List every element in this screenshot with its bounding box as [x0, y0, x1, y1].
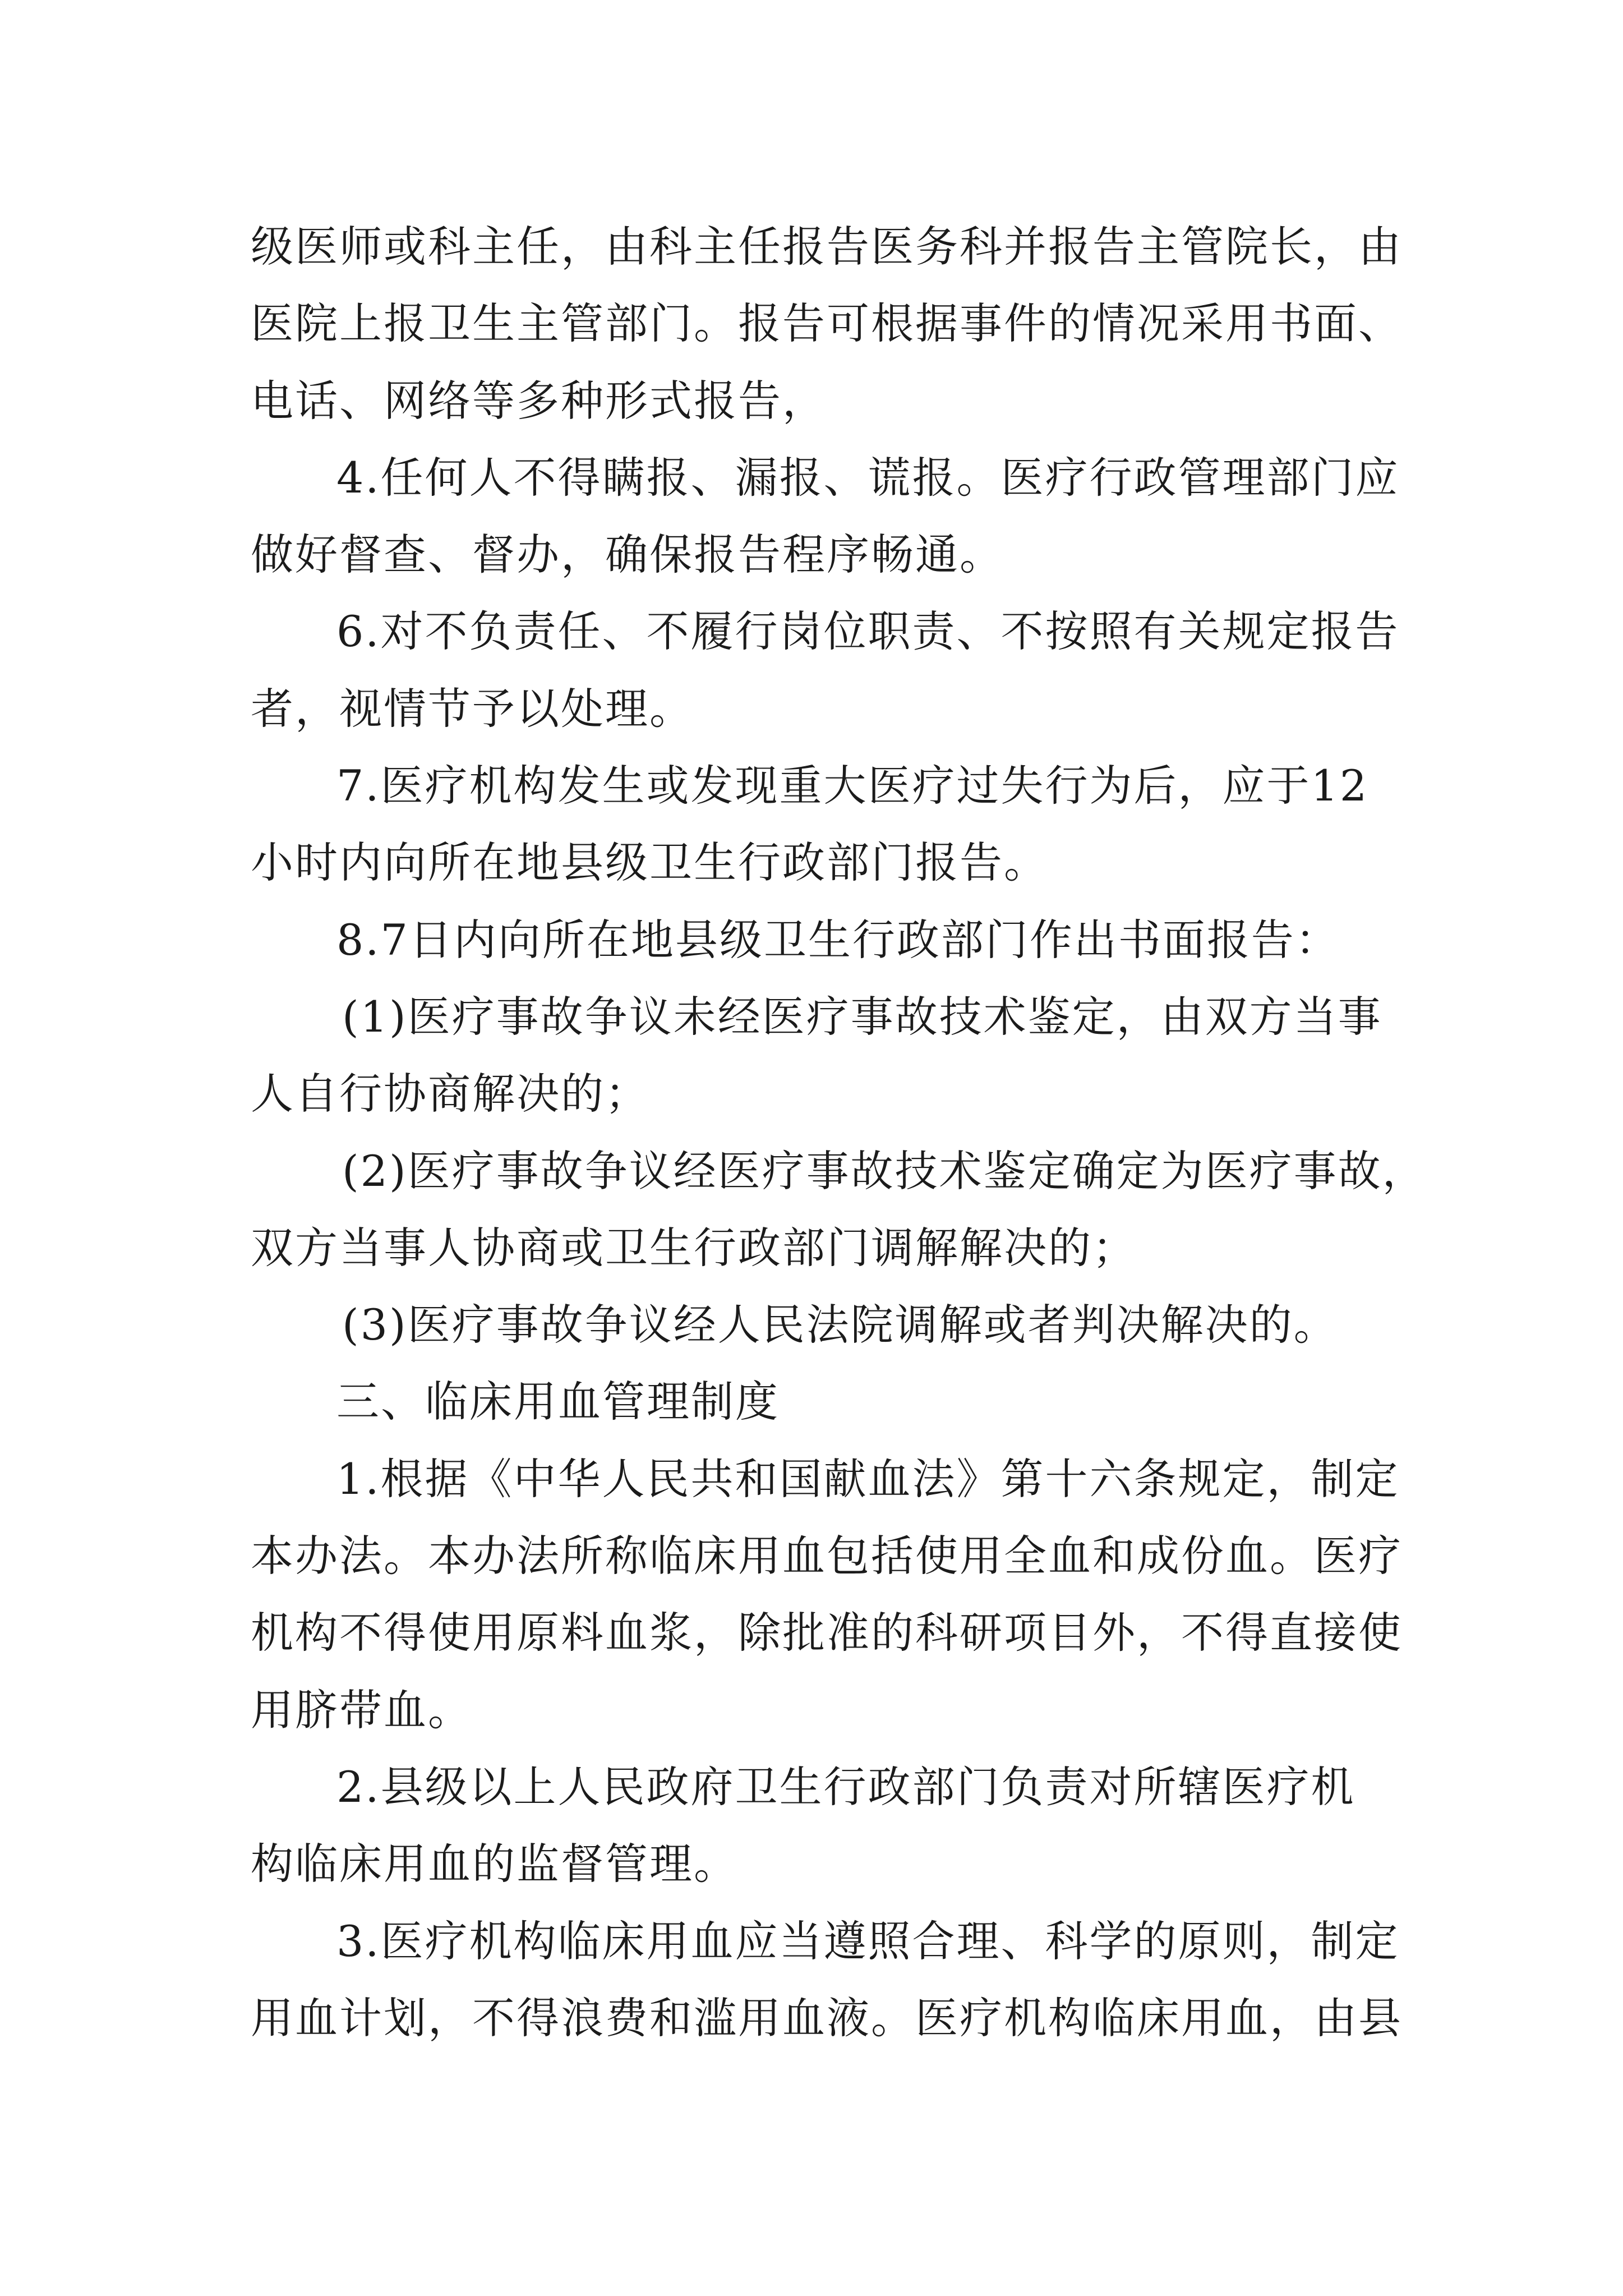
text-line: (3)医疗事故争议经人民法院调解或者判决解决的。 — [342, 1300, 1338, 1350]
paragraph-item-6 — [251, 593, 1484, 747]
text-line: (1)医疗事故争议未经医疗事故技术鉴定，由双方当事 — [342, 991, 1382, 1042]
text-line: 8.7日内向所在地县级卫生行政部门作出书面报告： — [336, 914, 1340, 965]
paragraph-blood-item-2 — [251, 1749, 1484, 1903]
text-line: 人自行协商解决的； — [251, 1069, 649, 1119]
paragraph-item-4 — [251, 439, 1484, 593]
paragraph-subitem-2 — [251, 1133, 1484, 1287]
text-line: 3.医疗机构临床用血应当遵照合理、科学的原则，制定 — [336, 1916, 1400, 1966]
text-line: 做好督查、督办，确保报告程序畅通。 — [251, 530, 1004, 580]
text-line: 医院上报卫生主管部门。报告可根据事件的情况采用书面、 — [251, 298, 1403, 349]
text-line: 机构不得使用原料血浆，除批准的科研项目外，不得直接使 — [251, 1608, 1403, 1658]
text-line: 用血计划，不得浪费和滥用血液。医疗机构临床用血，由县 — [251, 1993, 1403, 2043]
text-line: 6.对不负责任、不履行岗位职责、不按照有关规定报告 — [336, 606, 1400, 657]
text-line: 小时内向所在地县级卫生行政部门报告。 — [251, 838, 1048, 888]
section-heading-text: 三、临床用血管理制度 — [336, 1377, 780, 1427]
text-line: 者，视情节予以处理。 — [251, 683, 694, 734]
text-line: 本办法。本办法所称临床用血包括使用全血和成份血。医疗 — [251, 1531, 1403, 1581]
text-line: 电话、网络等多种形式报告， — [251, 375, 827, 426]
section-heading — [251, 1363, 1484, 1440]
paragraph-subitem-3 — [251, 1286, 1484, 1363]
text-line: 7.医疗机构发生或发现重大医疗过失行为后，应于12 — [336, 761, 1369, 811]
text-line: 级医师或科主任，由科主任报告医务科并报告主管院长，由 — [251, 222, 1403, 272]
paragraph-item-8 — [251, 901, 1484, 978]
text-line: 4.任何人不得瞒报、漏报、谎报。医疗行政管理部门应 — [336, 452, 1400, 503]
paragraph-reporting-continued — [251, 208, 1484, 439]
paragraph-item-7 — [251, 747, 1484, 901]
text-line: 构临床用血的监督管理。 — [251, 1839, 738, 1889]
paragraph-blood-item-3 — [251, 1903, 1484, 2057]
paragraph-subitem-1 — [251, 978, 1484, 1133]
text-line: (2)医疗事故争议经医疗事故技术鉴定确定为医疗事故， — [342, 1145, 1427, 1196]
paragraph-blood-item-1 — [251, 1441, 1484, 1749]
text-line: 用脐带血。 — [251, 1685, 472, 1735]
document-body — [251, 208, 1484, 2056]
text-line: 1.根据《中华人民共和国献血法》第十六条规定，制定 — [336, 1453, 1400, 1504]
text-line: 双方当事人协商或卫生行政部门调解解决的； — [251, 1222, 1137, 1273]
text-line: 2.县级以上人民政府卫生行政部门负责对所辖医疗机 — [336, 1761, 1355, 1812]
